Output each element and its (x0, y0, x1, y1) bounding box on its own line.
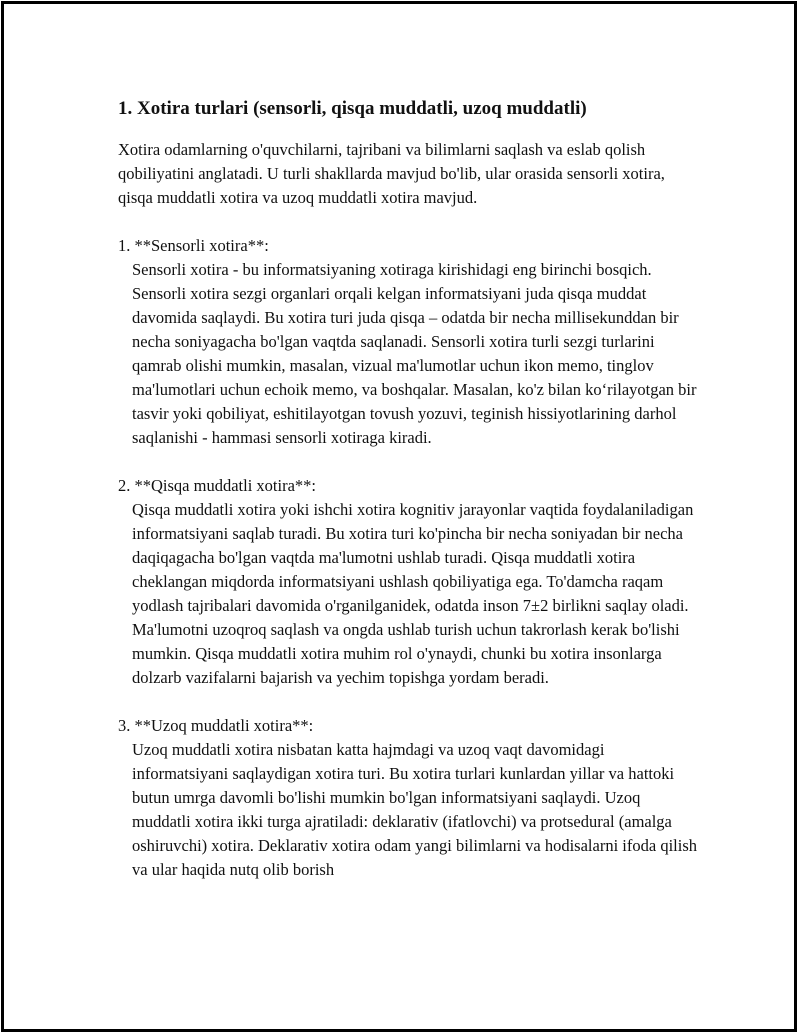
section-body-sensory: Sensorli xotira - bu informatsiyaning xotiraga kirishidagi eng birinchi bosqich. Sensorli xotira sezgi organlari orqali kelgan informatsiyani juda qisqa muddat davomida saqlaydi. Bu xotira turi juda qisqa – odatda bir necha millisekunddan bir necha soniyagacha bo'lgan vaqtda saqlanadi. Sensorli xotira turli sezgi turlarini qamrab olishi mumkin, masalan, vizual ma'lumotlar uchun ikon memo, tinglov ma'lumotlari uchun echoik memo, va boshqalar. Masalan, ko'z bilan ko‘rilayotgan bir tasvir yoki qobiliyat, eshitilayotgan tovush yozuvi, teginish hissiyotlarining darhol saqlanishi - hammasi sensorli xotiraga kiradi. (132, 260, 697, 447)
paragraph-spacer (118, 210, 698, 234)
section-heading-long-term: 3. **Uzoq muddatli xotira**: (118, 716, 314, 735)
page-title: 1. Xotira turlari (sensorli, qisqa muddatli, uzoq muddatli) (118, 98, 587, 119)
section-heading-sensory: 1. **Sensorli xotira**: (118, 236, 269, 255)
paragraph-spacer (118, 690, 698, 714)
paragraph-spacer (118, 450, 698, 474)
document-page (1, 1, 797, 1032)
section-heading-short-term: 2. **Qisqa muddatli xotira**: (118, 476, 316, 495)
intro-paragraph: Xotira odamlarning o'quvchilarni, tajribani va bilimlarni saqlash va eslab qolish qobiliyatini anglatadi. U turli shakllarda mavjud bo'lib, ular orasida sensorli xotira, qisqa muddatli xotira va uzoq muddatli xotira mavjud. (118, 140, 665, 207)
document-content (118, 96, 698, 882)
section-body-long-term: Uzoq muddatli xotira nisbatan katta hajmdagi va uzoq vaqt davomidagi informatsiyani saqlaydigan xotira turi. Bu xotira turlari kunlardan yillar va hattoki butun umrga davomli bo'lishi mumkin bo'lgan informatsiyani saqlaydi. Uzoq muddatli xotira ikki turga ajratiladi: deklarativ (ifatlovchi) va protsedural (amalga oshiruvchi) xotira. Deklarativ xotira odam yangi bilimlarni va hodisalarni ifoda qilish va ular haqida nutq olib borish (132, 740, 697, 879)
section-body-short-term: Qisqa muddatli xotira yoki ishchi xotira kognitiv jarayonlar vaqtida foydalaniladigan informatsiyani saqlab turadi. Bu xotira turi ko'pincha bir necha soniyadan bir necha daqiqagacha bo'lgan vaqtda ma'lumotni ushlab turadi. Qisqa muddatli xotira cheklangan miqdorda informatsiyani ushlash qobiliyatiga ega. To'damcha raqam yodlash tajribalari davomida o'rganilganidek, odatda inson 7±2 birlikni saqlay oladi. Ma'lumotni uzoqroq saqlash va ongda ushlab turish uchun takrorlash kerak bo'lishi mumkin. Qisqa muddatli xotira muhim rol o'ynaydi, chunki bu xotira insonlarga dolzarb vazifalarni bajarish va yechim topishga yordam beradi. (132, 500, 694, 687)
